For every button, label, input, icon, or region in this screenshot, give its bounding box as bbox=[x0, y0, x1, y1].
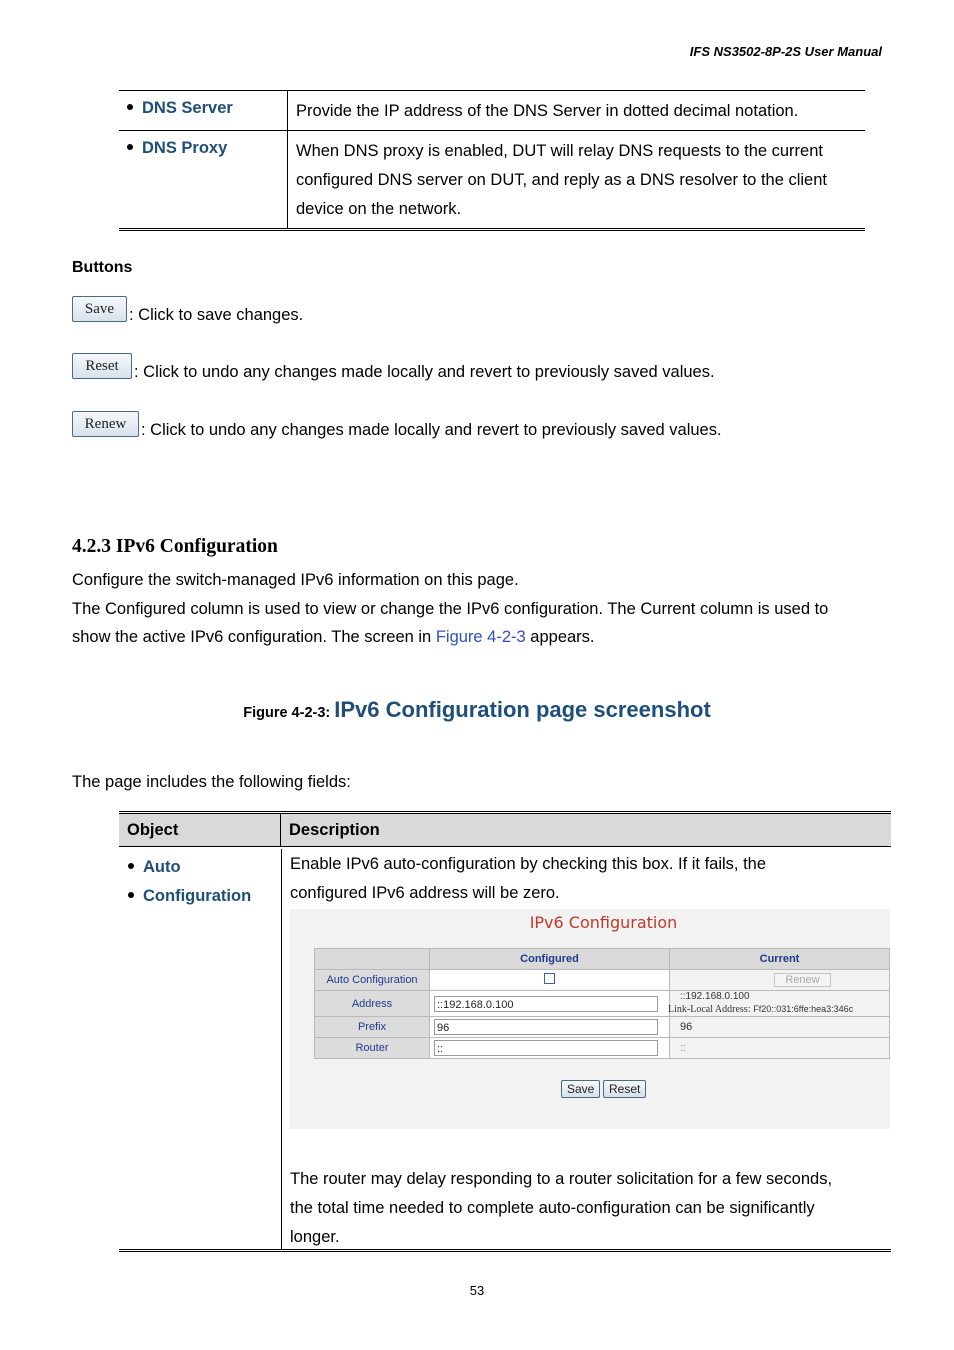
link-local-label: Link-Local Address: bbox=[668, 1004, 751, 1015]
row-label: Router bbox=[315, 1038, 430, 1059]
renew-button-description: Renew : Click to undo any changes made locally and revert to previously saved values. bbox=[72, 411, 722, 437]
table-row bbox=[315, 1017, 890, 1038]
router-input[interactable]: :: bbox=[434, 1040, 658, 1056]
figure-link[interactable]: Figure 4-2-3 bbox=[435, 628, 526, 646]
row-label: Address bbox=[315, 991, 430, 1017]
screenshot-title: IPv6 Configuration bbox=[529, 913, 678, 932]
table-row bbox=[315, 991, 890, 1017]
figure-caption: Figure 4-2-3: IPv6 Configuration page screenshot bbox=[243, 697, 711, 722]
auto-configuration-checkbox[interactable] bbox=[544, 973, 555, 984]
link-local-value: Ff20::031:6ffe:hea3:346c bbox=[753, 1004, 854, 1014]
ipv6-config-screenshot bbox=[290, 909, 890, 1129]
table-row bbox=[119, 91, 865, 131]
bullet-icon bbox=[128, 863, 134, 869]
section-title: 4.2.3 IPv6 Configuration bbox=[72, 536, 278, 557]
page-number: 53 bbox=[469, 1283, 485, 1298]
ipv6-config-table bbox=[314, 948, 890, 1059]
col-current: Current bbox=[670, 949, 890, 970]
address-input[interactable]: ::192.168.0.100 bbox=[434, 996, 658, 1012]
table-row bbox=[315, 970, 890, 991]
reset-button-description: Reset : Click to undo any changes made locally and revert to previously saved values. bbox=[72, 353, 715, 379]
manual-header: IFS NS3502-8P-2S User Manual bbox=[689, 44, 882, 59]
reset-button-image: Reset bbox=[72, 353, 132, 379]
dns-table bbox=[119, 90, 865, 231]
address-current: ::192.168.0.100 bbox=[680, 991, 750, 1002]
save-button[interactable]: Save bbox=[561, 1080, 600, 1098]
description-cell: Provide the IP address of the DNS Server in dotted decimal notation. bbox=[296, 102, 799, 120]
col-configured: Configured bbox=[430, 949, 670, 970]
router-current: :: bbox=[670, 1038, 890, 1059]
object-cell: DNS Server bbox=[119, 91, 288, 130]
prefix-current: 96 bbox=[670, 1017, 890, 1038]
save-button-description: Save : Click to save changes. bbox=[72, 296, 303, 322]
row-label: Auto Configuration bbox=[315, 970, 430, 991]
object-cell: Auto Configuration bbox=[119, 849, 282, 1249]
row-label: Prefix bbox=[315, 1017, 430, 1038]
save-button-image: Save bbox=[72, 296, 127, 322]
bullet-icon bbox=[127, 104, 133, 110]
description-bottom: The router may delay responding to a router solicitation for a few seconds, the total time needed to complete auto-configuration can be significantly longer. bbox=[290, 1170, 833, 1246]
header-description: Description bbox=[289, 821, 380, 839]
header-object: Object bbox=[119, 814, 281, 846]
renew-button[interactable]: Renew bbox=[774, 973, 830, 987]
description-cell: When DNS proxy is enabled, DUT will relay DNS requests to the current configured DNS server on DUT, and reply as a DNS resolver to the client device on the network. bbox=[296, 142, 827, 218]
table-row bbox=[315, 1038, 890, 1059]
renew-button-image: Renew bbox=[72, 411, 139, 437]
table-row bbox=[119, 131, 865, 228]
fields-intro: The page includes the following fields: bbox=[72, 773, 351, 791]
buttons-heading: Buttons bbox=[72, 259, 133, 276]
table-header bbox=[119, 814, 891, 847]
bullet-icon bbox=[128, 892, 134, 898]
object-cell: DNS Proxy bbox=[119, 131, 288, 228]
bullet-icon bbox=[127, 144, 133, 150]
section-paragraph: Configure the switch-managed IPv6 information on this page. The Configured column is used to view or change the IPv6 configuration. The Current column is used to show the active IPv6 configuration. The screen in Figure 4-2-3 appears. bbox=[72, 571, 829, 646]
table-row bbox=[315, 949, 890, 970]
prefix-input[interactable]: 96 bbox=[434, 1019, 658, 1035]
description-top: Enable IPv6 auto-configuration by checking this box. If it fails, the configured IPv6 address will be zero. bbox=[290, 855, 767, 902]
reset-button[interactable]: Reset bbox=[603, 1080, 646, 1098]
